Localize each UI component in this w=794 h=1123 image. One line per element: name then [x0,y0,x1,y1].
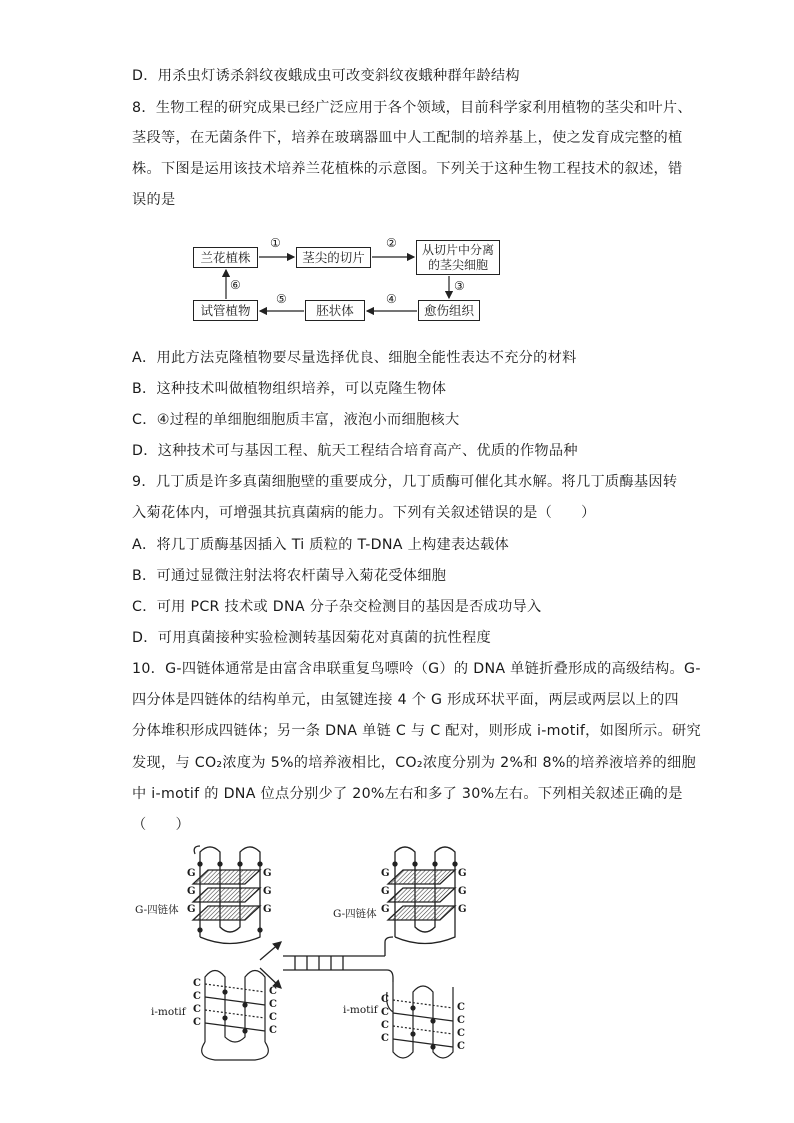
q8-option-c: C．④过程的单细胞细胞质丰富，液泡小而细胞核大 [132,412,460,428]
c-base-label: C [457,1028,465,1039]
flow-box-embryoid: 胚状体 [305,300,365,321]
i-motif-right [387,982,453,1058]
g-base-label: G [381,886,390,897]
flow-box-callus: 愈伤组织 [418,300,480,321]
q8-stem-line2: 茎段等，在无菌条件下，培养在玻璃器皿中人工配制的培养基上，使之发育成完整的植 [132,130,683,146]
arrow-to-g-quadruplex [260,942,281,960]
q9-option-d: D．可用真菌接种实验检测转基因菊花对真菌的抗性程度 [132,630,491,646]
q8-option-d: D．这种技术可与基因工程、航天工程结合培育高产、优质的作物品种 [132,443,578,459]
g-quadruplex-right [385,847,457,952]
q8-option-a: A．用此方法克隆植物要尽量选择优良、细胞全能性表达不充分的材料 [132,350,577,366]
q10-stem-line4: 发现，与 CO₂浓度为 5%的培养液相比，CO₂浓度分别为 2%和 8%的培养液培养的细胞 [132,755,697,771]
step-3-label: ③ [454,279,465,293]
c-base-label: C [269,999,277,1010]
q10-stem-line5: 中 i-motif 的 DNA 位点分别少了 20%左右和多了 30%左右。下列相关叙述正确的是 [132,786,683,802]
step-2-label: ② [386,236,397,250]
c-base-label: C [269,1025,277,1036]
q8-option-b: B．这种技术叫做植物组织培养，可以克隆生物体 [132,381,447,397]
q9-stem-line1: 9．几丁质是许多真菌细胞壁的重要成分，几丁质酶可催化其水解。将几丁质酶基因转 [132,474,678,490]
q10-stem-line3: 分体堆积形成四链体；另一条 DNA 单链 C 与 C 配对，则形成 i-motif，如图所示。研究 [132,723,702,739]
g-base-label: G [381,904,390,915]
q7-option-d: D．用杀虫灯诱杀斜纹夜蛾成虫可改变斜纹夜蛾种群年龄结构 [132,68,520,84]
c-base-label: C [269,1012,277,1023]
flow-box-test-tube-plant: 试管植物 [193,300,258,321]
g-quadruplex-label-right: G-四链体 [333,908,377,920]
g-base-label: G [381,868,390,879]
g-base-label: G [187,886,196,897]
c-base-label: C [457,1041,465,1052]
flow-box-orchid-plant: 兰花植株 [193,247,258,268]
structure-diagram [135,842,655,1067]
flow-box-shoot-tip-slice: 茎尖的切片 [296,247,371,268]
step-5-label: ⑤ [276,292,287,306]
g-base-label: G [458,904,467,915]
c-base-label: C [193,1004,201,1015]
c-base-label: C [381,994,389,1005]
i-motif-left [202,971,269,1061]
step-6-label: ⑥ [230,278,241,292]
g-quadruplex-left [193,846,262,944]
g-base-label: G [263,868,272,879]
q10-stem-line1: 10．G-四链体通常是由富含串联重复鸟嘌呤（G）的 DNA 单链折叠形成的高级结构。G- [132,661,701,677]
q8-stem-line4: 误的是 [132,192,176,208]
c-base-label: C [193,978,201,989]
c-base-label: C [269,986,277,997]
g-base-label: G [458,868,467,879]
q10-stem-line2: 四分体是四链体的结构单元，由氢键连接 4 个 G 形成环状平面，两层或两层以上的四 [132,692,679,708]
g-base-label: G [263,904,272,915]
q9-stem-line2: 入菊花体内，可增强其抗真菌病的能力。下列有关叙述错误的是（ ） [132,505,596,521]
flow-box-isolated-cells: 从切片中分离的茎尖细胞 [416,240,500,275]
duplex-dna-ladder [283,952,393,982]
step-4-label: ④ [386,292,397,306]
c-base-label: C [381,1007,389,1018]
i-motif-label-left: i-motif [151,1006,186,1018]
q9-option-b: B．可通过显微注射法将农杆菌导入菊花受体细胞 [132,568,447,584]
g-base-label: G [263,886,272,897]
q10-stem-line6: （ ） [132,817,190,833]
arrow-to-i-motif [260,968,281,988]
c-base-label: C [381,1033,389,1044]
c-base-label: C [193,991,201,1002]
c-base-label: C [193,1017,201,1028]
g-quadruplex-i-motif-figure [135,842,655,1067]
i-motif-label-right: i-motif [343,1004,378,1016]
q8-stem-line3: 株。下图是运用该技术培养兰花植株的示意图。下列关于这种生物工程技术的叙述，错 [132,161,683,177]
c-base-label: C [381,1020,389,1031]
q8-stem-line1: 8．生物工程的研究成果已经广泛应用于各个领域，目前科学家利用植物的茎尖和叶片、 [132,100,692,116]
step-1-label: ① [270,236,281,250]
g-base-label: G [187,868,196,879]
g-base-label: G [458,886,467,897]
tissue-culture-flowchart [190,236,510,326]
g-quadruplex-label-left: G-四链体 [135,904,179,916]
q9-option-c: C．可用 PCR 技术或 DNA 分子杂交检测目的基因是否成功导入 [132,599,542,615]
c-base-label: C [457,1015,465,1026]
c-base-label: C [457,1002,465,1013]
q9-option-a: A．将几丁质酶基因插入 Ti 质粒的 T-DNA 上构建表达载体 [132,537,509,553]
g-base-label: G [187,904,196,915]
